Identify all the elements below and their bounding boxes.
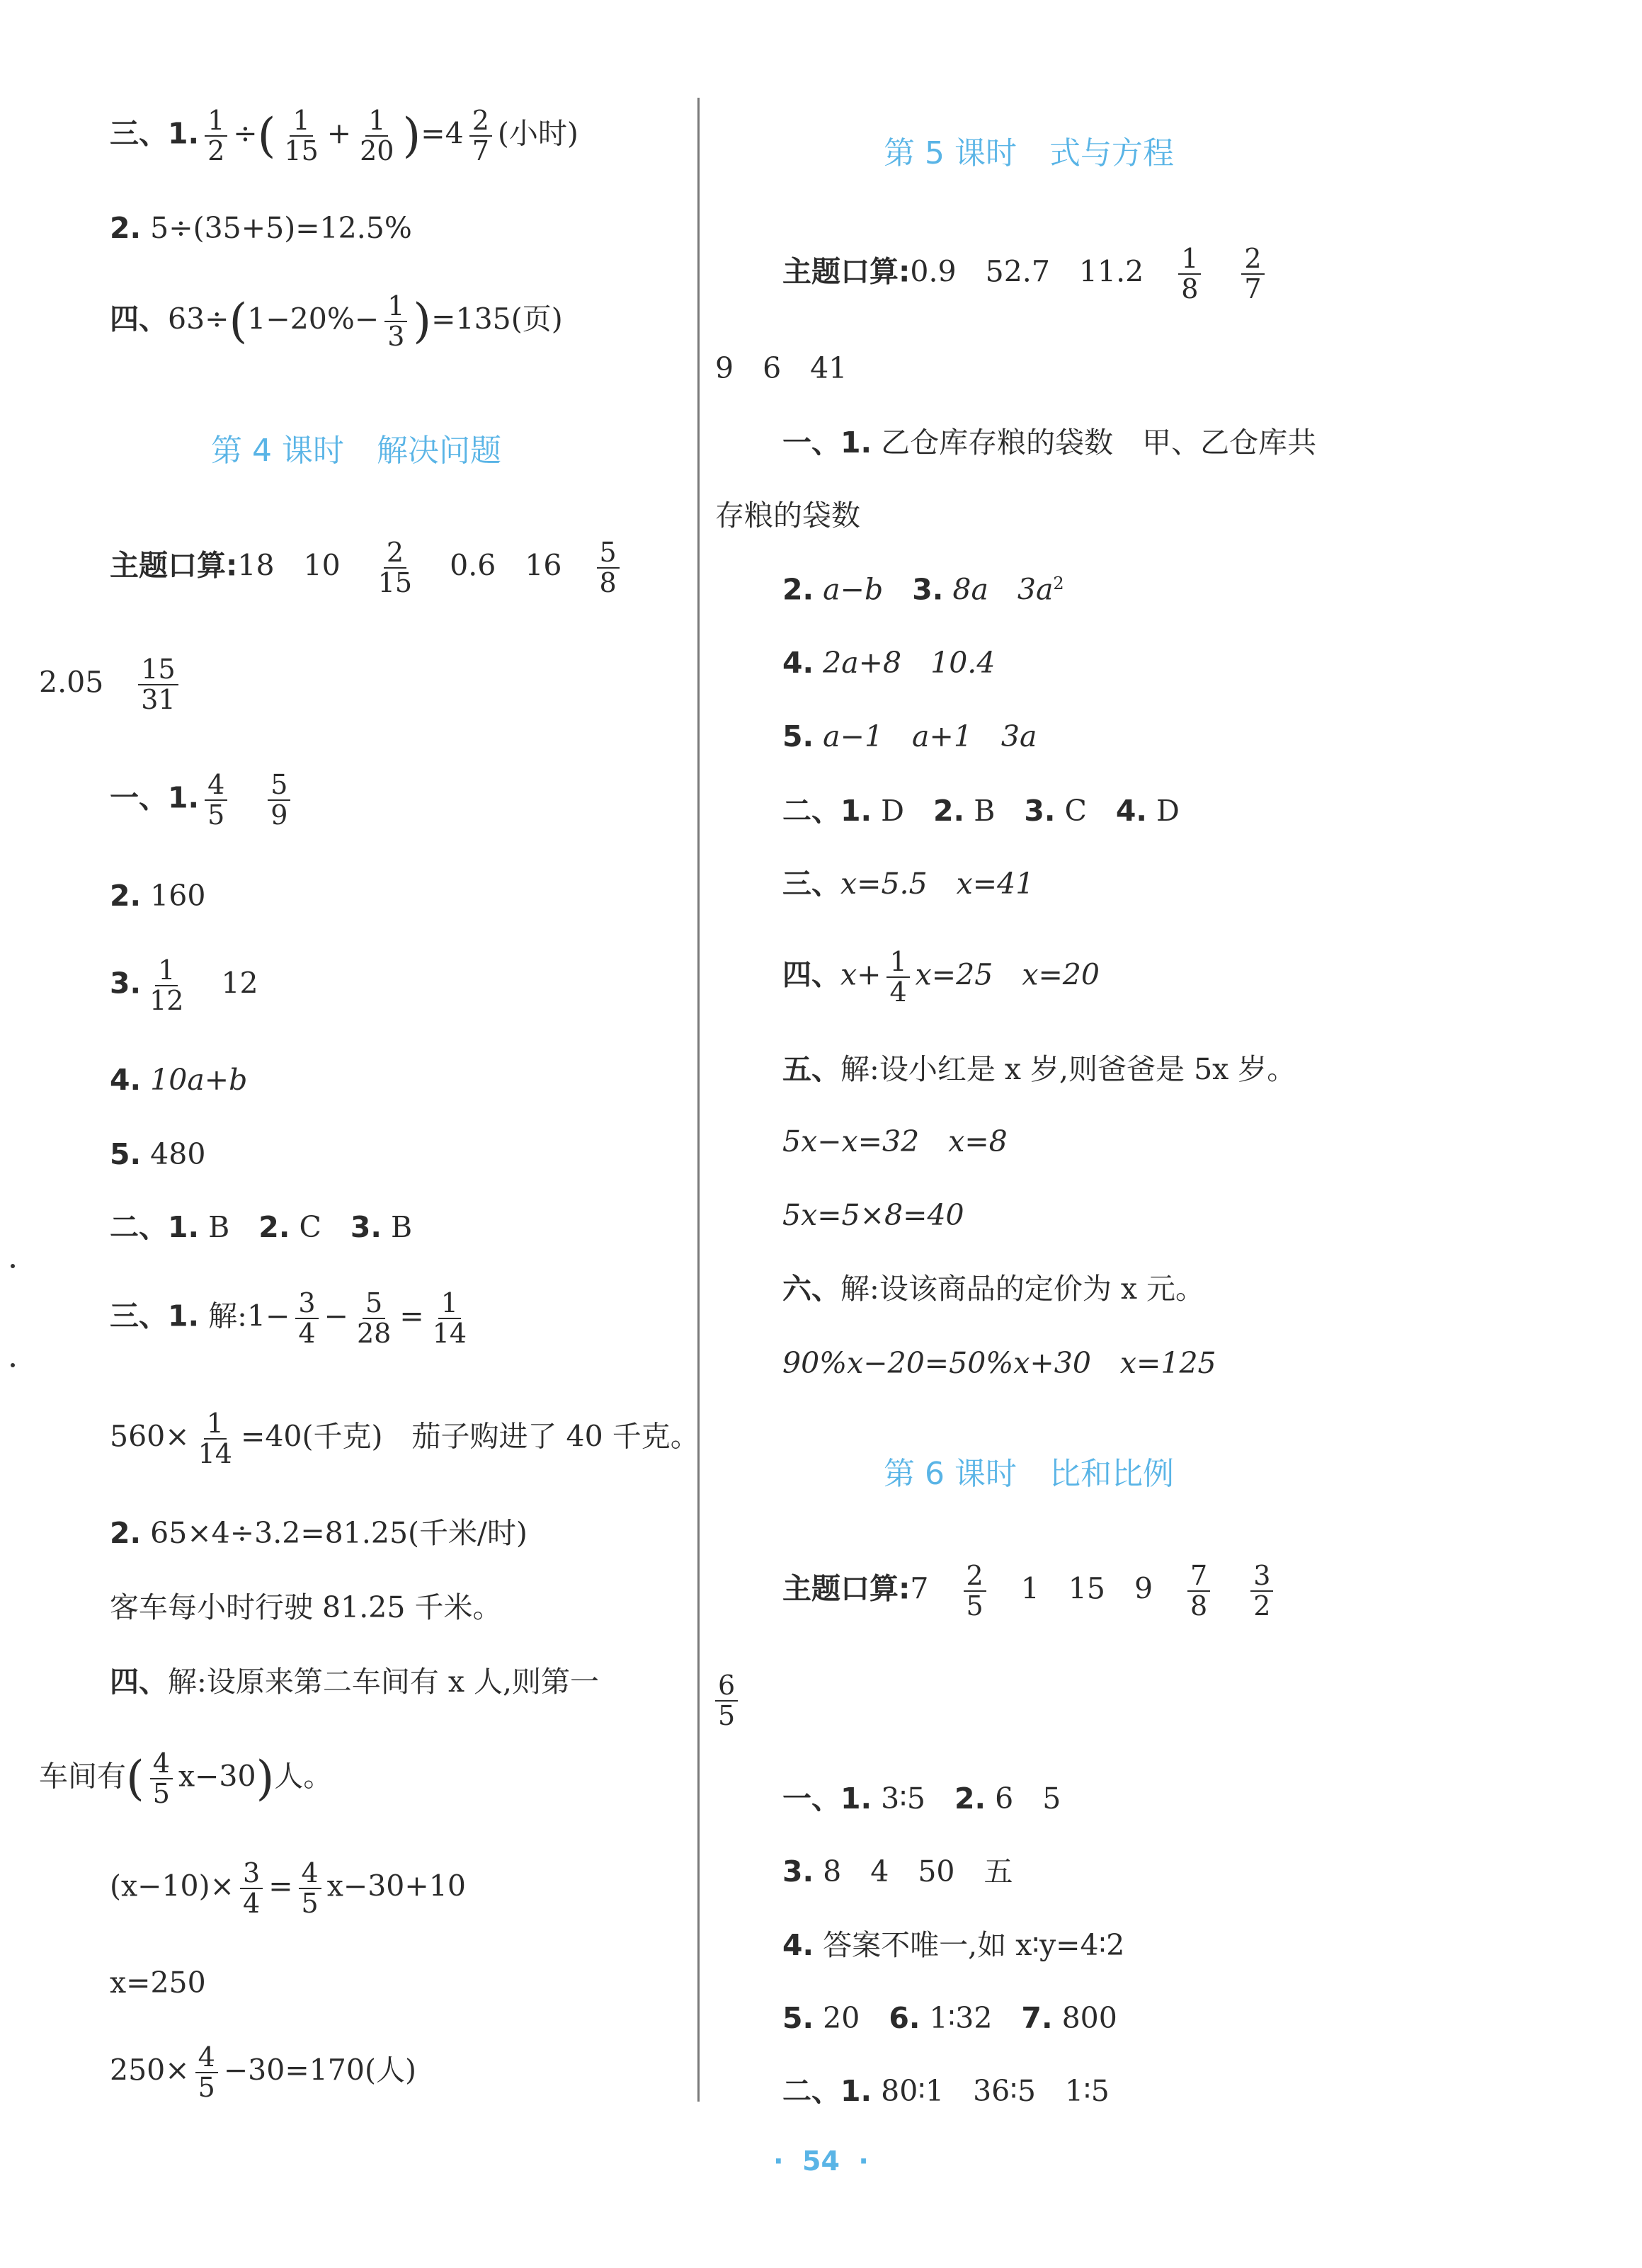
answer-text: =135(页) (431, 302, 563, 336)
section-label: 主题口算: (782, 1571, 911, 1606)
answer-line: 2. a−b 3. 8a $3a^2$ (782, 572, 1064, 607)
answer-line: 250× $\frac{4}{5}$ −30=170(人) (110, 2041, 416, 2104)
answer-line: 车间有( $\frac{4}{5}$ x−30)人。 (39, 1748, 333, 1810)
answer-line: 90%x−20=50%x+30 x=125 (782, 1346, 1216, 1380)
fraction: $\frac{5}{28}$ (356, 1287, 392, 1350)
fraction: $\frac{3}{4}$ (240, 1859, 263, 1918)
fraction: $\frac{4}{5}$ (299, 1859, 321, 1918)
scan-mark (11, 1363, 15, 1367)
answer-line: 2. 160 (110, 879, 206, 913)
close-paren: ) (413, 294, 432, 349)
answer-line: 存粮的袋数 (715, 498, 860, 532)
answer-text: (小时) (497, 116, 578, 151)
answer-line: 5x−x=32 x=8 (782, 1124, 1008, 1158)
item-number: 3. (110, 966, 142, 1001)
scan-mark (11, 1264, 15, 1268)
mental-math-line: 主题口算:0.9 52.7 11.2 $\frac{1}{8}$ $\frac{2}{7}$ (782, 244, 1270, 304)
fraction: $\frac{1}{2}$ (205, 106, 227, 166)
answer-line: 一、1. 乙仓库存粮的袋数 甲、乙仓库共 (782, 426, 1317, 460)
answer-line: 5. 20 6. 1∶32 7. 800 (782, 2001, 1117, 2035)
fraction: $\frac{1}{15}$ (284, 105, 319, 167)
mental-math-line: 主题口算:18 10 $\frac{2}{15}$ 0.6 16 $\frac{5}{8}$ (110, 538, 625, 598)
answer-line: 五、解:设小红是 x 岁,则爸爸是 5x 岁。 (782, 1052, 1296, 1086)
fraction: $\frac{2}{7}$ (1241, 244, 1264, 304)
fraction: $\frac{2}{7}$ (469, 106, 492, 166)
answer-line: 4. 10a+b (110, 1063, 248, 1097)
lesson-heading: 第 6 课时 比和比例 (884, 1456, 1174, 1492)
answer-line (110, 770, 296, 830)
column-divider (697, 98, 700, 2102)
open-paren: ( (126, 1751, 144, 1806)
fraction: $\frac{4}{5}$ (150, 1749, 173, 1808)
fraction: $\frac{4}{5}$ (205, 770, 227, 830)
fraction: $\frac{15}{31}$ (138, 655, 178, 714)
fraction: $\frac{2}{15}$ (377, 537, 413, 599)
fraction: $\frac{3}{2}$ (1250, 1561, 1273, 1621)
answer-line: 4. 答案不唯一,如 x∶y=4∶2 (782, 1928, 1125, 1962)
answer-line: 5. 480 (110, 1137, 206, 1171)
mental-math-line: 主题口算:7 $\frac{2}{5}$ 1 15 9 $\frac{7}{8}$ $\frac{3}{2}$ (782, 1561, 1279, 1621)
page-number: · 54 · (773, 2146, 869, 2177)
item-number: 2. (110, 211, 142, 245)
item-number: 5. (110, 1137, 142, 1171)
answer-line: 三、x=5.5 x=41 (782, 867, 1034, 901)
answer-line: (x−10)× $\frac{3}{4}$ = $\frac{4}{5}$ x−30+10 (110, 1857, 466, 1920)
item-number: 四、 (110, 302, 168, 336)
answer-line (110, 106, 578, 166)
answer-line: 二、1. 80∶1 36∶5 1∶5 (782, 2074, 1110, 2108)
open-paren: ( (229, 294, 248, 349)
answer-line: 560× $\frac{1}{14}$ =40(千克) 茄子购进了 40 千克。 (110, 1408, 700, 1470)
answer-text: 5÷(35+5)=12.5% (150, 211, 412, 245)
answer-line: 客车每小时行驶 81.25 千米。 (110, 1590, 502, 1624)
answer-line: 3. 8 4 50 五 (782, 1854, 1013, 1888)
answer-text: 1−20%− (247, 302, 380, 336)
fraction: $\frac{5}{9}$ (268, 770, 290, 830)
answer-line: 一、1. 3∶5 2. 6 5 (782, 1782, 1061, 1816)
section-label: 主题口算: (782, 254, 911, 289)
fraction: $\frac{4}{5}$ (195, 2043, 218, 2102)
section-label: 主题口算: (110, 548, 238, 583)
fraction: $\frac{6}{5}$ (715, 1671, 738, 1731)
answer-line: 四、x+ $\frac{1}{4}$ x=25 x=20 (782, 946, 1100, 1008)
answer-line: 四、解:设原来第二车间有 x 人,则第一 (110, 1665, 600, 1699)
fraction: $\frac{1}{12}$ (149, 955, 184, 1017)
answer-line (110, 292, 563, 351)
answer-line: 5x=5×8=40 (782, 1198, 964, 1232)
item-number: 一、1. (110, 780, 200, 815)
close-paren: ) (256, 1751, 275, 1806)
fraction: $\frac{2}{5}$ (964, 1561, 986, 1621)
answer-line: 2. 65×4÷3.2=81.25(千米/时) (110, 1516, 528, 1550)
mental-math-line: 9 6 41 (715, 351, 848, 385)
fraction: $\frac{7}{8}$ (1187, 1561, 1210, 1621)
answer-line: 二、1. B 2. C 3. B (110, 1210, 413, 1244)
open-paren: ( (257, 108, 276, 164)
item-number: 4. (110, 1063, 142, 1097)
answer-line: 三、1. 解:1− $\frac{3}{4}$ − $\frac{5}{28}$ = $\frac{1}{14}$ (110, 1289, 475, 1348)
mental-math-line (709, 1671, 743, 1731)
answer-line: 六、解:设该商品的定价为 x 元。 (782, 1272, 1205, 1306)
fraction: $\frac{1}{4}$ (886, 947, 909, 1007)
fraction: $\frac{1}{20}$ (360, 105, 394, 167)
answer-line (110, 211, 412, 245)
answer-line: 二、1. D 2. B 3. C 4. D (782, 794, 1180, 828)
fraction: $\frac{1}{3}$ (384, 292, 407, 351)
fraction: $\frac{1}{8}$ (1178, 244, 1201, 304)
answer-text: + (326, 116, 352, 151)
close-paren: ) (402, 108, 421, 164)
mental-math-line: 2.05 $\frac{15}{31}$ (39, 655, 184, 714)
answer-line: 4. 2a+8 10.4 (782, 646, 996, 680)
item-number: 2. (110, 879, 142, 913)
fraction: $\frac{1}{14}$ (432, 1287, 467, 1350)
answer-line: 3. $\frac{1}{12}$ 12 (110, 955, 258, 1017)
answer-line: 5. a−1 a+1 3a (782, 719, 1037, 753)
lesson-heading: 第 5 课时 式与方程 (884, 135, 1174, 171)
item-number: 三、1. (110, 116, 200, 151)
answer-text: =4 (421, 116, 464, 151)
answer-line: x=250 (110, 1966, 206, 2000)
lesson-heading: 第 4 课时 解决问题 (211, 433, 501, 469)
fraction: $\frac{5}{8}$ (597, 538, 620, 598)
fraction: $\frac{1}{14}$ (198, 1408, 232, 1470)
fraction: $\frac{3}{4}$ (295, 1289, 318, 1348)
answer-text: 63÷ (168, 302, 229, 336)
answer-text: ÷ (233, 116, 258, 151)
